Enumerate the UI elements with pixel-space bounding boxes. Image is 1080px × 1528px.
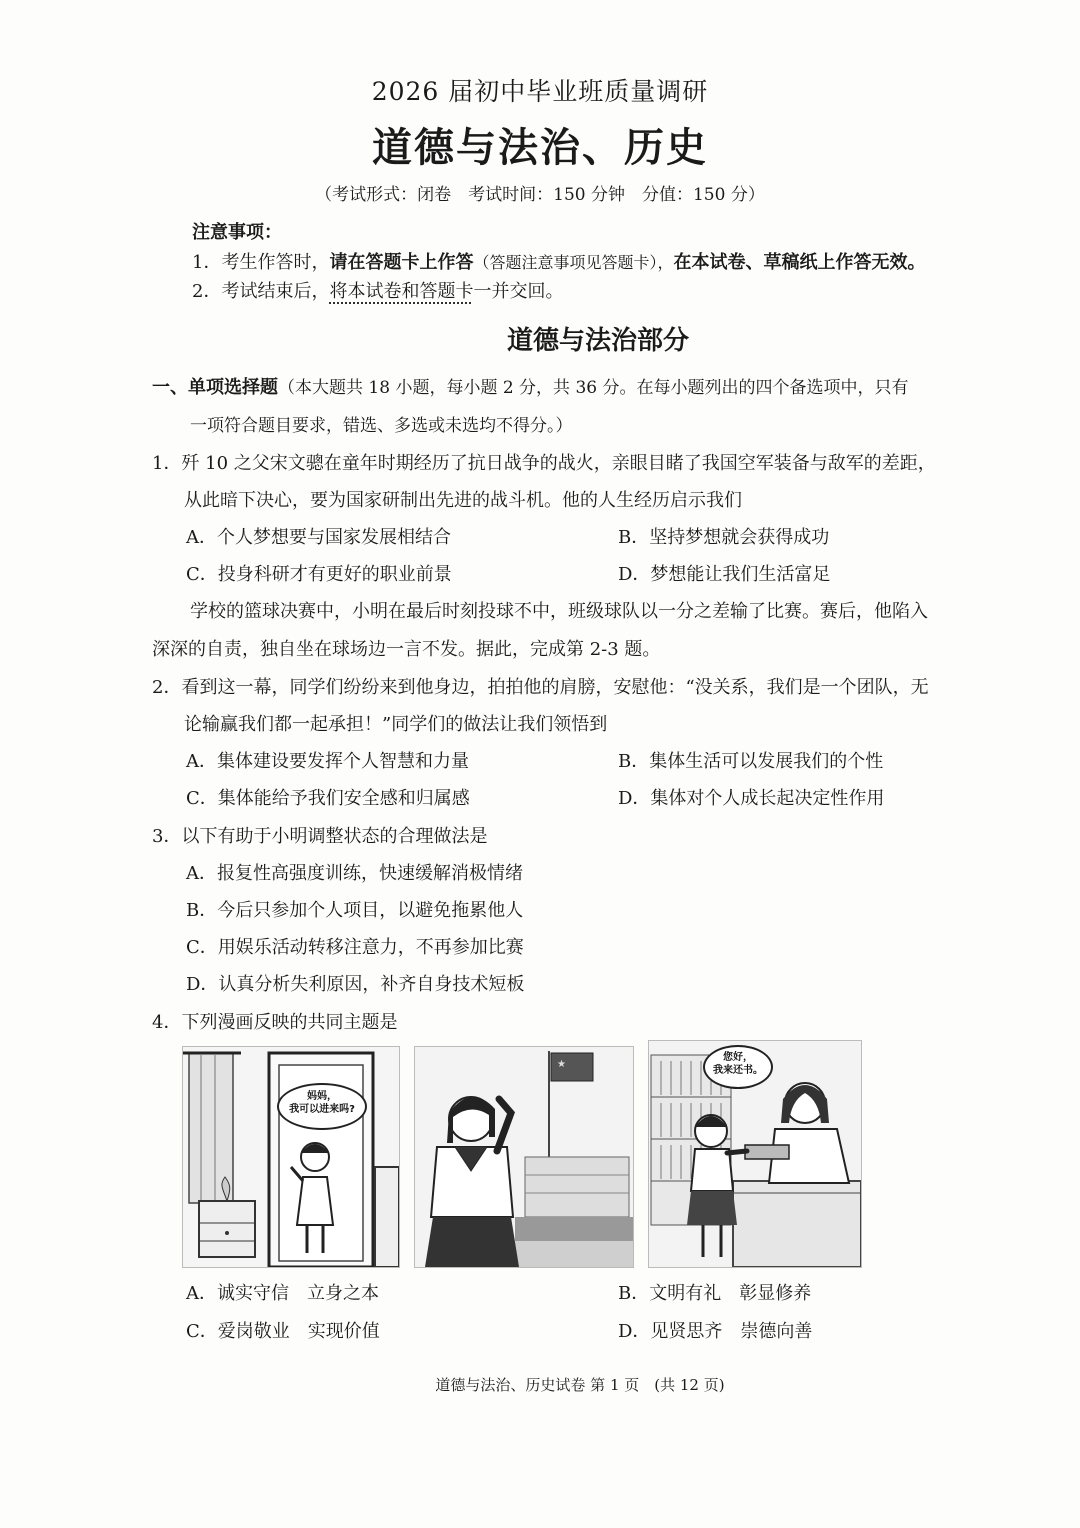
exam-title: 道德与法治、历史 bbox=[372, 125, 708, 171]
comic-salute-illustration bbox=[415, 1047, 633, 1267]
q4-option-d: D．见贤思齐 崇德向善 bbox=[618, 1321, 813, 1342]
notice-item-2-suffix: 一并交回。 bbox=[473, 281, 564, 302]
comic-knock-speech-line2: 我可以进来吗? bbox=[289, 1104, 355, 1115]
q4-option-c: C．爱岗敬业 实现价值 bbox=[186, 1321, 380, 1342]
q2-option-c: C．集体能给予我们安全感和归属感 bbox=[186, 788, 470, 809]
q4-stem: 4．下列漫画反映的共同主题是 bbox=[152, 1012, 398, 1033]
notice-item-1-bold-2: 在本试卷、草稿纸上作答无效。 bbox=[673, 252, 926, 273]
q1-option-a: A．个人梦想要与国家发展相结合 bbox=[186, 527, 451, 548]
comic-knock-speech-line1: 妈妈， bbox=[307, 1091, 337, 1102]
exam-info: （考试形式：闭卷 考试时间：150 分钟 分值：150 分） bbox=[315, 185, 765, 205]
q2-stem-line2: 论输赢我们都一起承担！”同学们的做法让我们领悟到 bbox=[184, 714, 608, 735]
part1-heading bbox=[152, 373, 909, 399]
q1-option-b: B．坚持梦想就会获得成功 bbox=[618, 527, 830, 548]
q4-option-a: A．诚实守信 立身之本 bbox=[186, 1283, 379, 1304]
part1-desc-line2: 一项符合题目要求，错选、多选或未选均不得分。） bbox=[190, 416, 573, 436]
notice-item-2 bbox=[192, 277, 563, 303]
q3-option-b: B．今后只参加个人项目，以避免拖累他人 bbox=[186, 900, 524, 921]
q3-stem: 3．以下有助于小明调整状态的合理做法是 bbox=[152, 826, 488, 847]
comic-panel-library bbox=[648, 1040, 862, 1268]
q3-option-c: C．用娱乐活动转移注意力，不再参加比赛 bbox=[186, 937, 524, 958]
part1-desc: （本大题共 18 小题，每小题 2 分，共 36 分。在每小题列出的四个备选项中，只有 bbox=[278, 378, 909, 398]
q4-option-b: B．文明有礼 彰显修养 bbox=[618, 1283, 812, 1304]
notice-item-2-dotted: 将本试卷和答题卡 bbox=[329, 281, 474, 302]
q3-option-a: A．报复性高强度训练，快速缓解消极情绪 bbox=[186, 863, 523, 884]
exam-subtitle: 2026 届初中毕业班质量调研 bbox=[371, 77, 709, 106]
q2-stem-line1: 2．看到这一幕，同学们纷纷来到他身边，拍拍他的肩膀，安慰他：“没关系，我们是一个团队，无 bbox=[152, 677, 929, 698]
comic-knock-illustration bbox=[183, 1047, 399, 1267]
notice-heading: 注意事项： bbox=[192, 222, 282, 243]
q1-option-c: C．投身科研才有更好的职业前景 bbox=[186, 564, 452, 585]
comic-library-speech-bubble bbox=[703, 1045, 773, 1089]
q2-option-a: A．集体建设要发挥个人智慧和力量 bbox=[186, 751, 469, 772]
q1-stem-line1: 1．歼 10 之父宋文骢在童年时期经历了抗日战争的战火，亲眼目睹了我国空军装备与敌军的差距， bbox=[152, 453, 936, 474]
material-line1: 学校的篮球决赛中，小明在最后时刻投球不中，班级球队以一分之差输了比赛。赛后，他陷入 bbox=[190, 601, 928, 622]
notice-item-2-prefix: 2．考试结束后， bbox=[192, 281, 330, 302]
part1-label: 一、单项选择题 bbox=[152, 377, 278, 398]
comic-library-speech-line2: 我来还书。 bbox=[713, 1065, 763, 1076]
notice-item-1-bold: 请在答题卡上作答 bbox=[329, 252, 474, 273]
q3-option-d: D．认真分析失利原因，补齐自身技术短板 bbox=[186, 974, 525, 995]
notice-item-1-mid: （答题注意事项见答题卡）， bbox=[473, 253, 674, 272]
comic-library-speech-line1: 您好， bbox=[723, 1052, 753, 1063]
q1-option-d: D．梦想能让我们生活富足 bbox=[618, 564, 831, 585]
comic-knock-speech-bubble bbox=[277, 1083, 367, 1130]
section-title: 道德与法治部分 bbox=[506, 326, 689, 356]
notice-item-1 bbox=[192, 248, 925, 274]
q2-option-b: B．集体生活可以发展我们的个性 bbox=[618, 751, 884, 772]
q1-stem-line2: 从此暗下决心，要为国家研制出先进的战斗机。他的人生经历启示我们 bbox=[184, 490, 742, 511]
page-footer: 道德与法治、历史试卷 第 1 页 (共 12 页) bbox=[435, 1376, 725, 1394]
q2-option-d: D．集体对个人成长起决定性作用 bbox=[618, 788, 885, 809]
notice-item-1-prefix: 1．考生作答时， bbox=[192, 252, 330, 273]
svg-text:★: ★ bbox=[557, 1059, 566, 1070]
material-line2: 深深的自责，独自坐在球场边一言不发。据此，完成第 2-3 题。 bbox=[152, 639, 661, 660]
comic-panel-salute bbox=[414, 1046, 634, 1268]
comic-panel-knock bbox=[182, 1046, 400, 1268]
